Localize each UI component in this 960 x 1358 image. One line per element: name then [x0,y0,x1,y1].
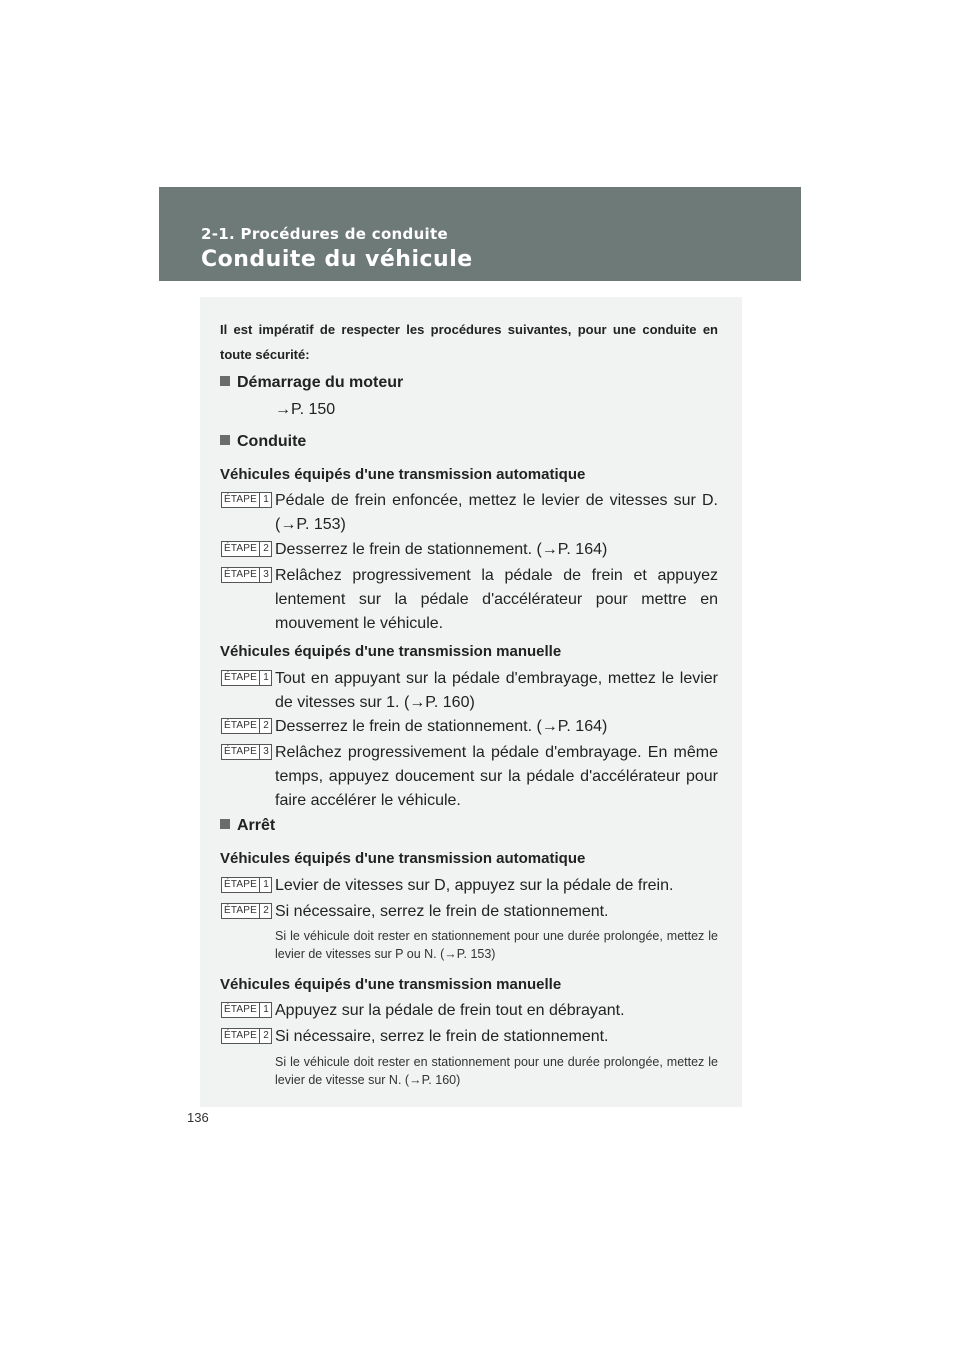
step-badge-2: ÉTAPE 2 [221,1028,272,1044]
step-text: Levier de vitesses sur D, appuyez sur la pédale de frein. [275,877,674,894]
heading-driving [220,433,306,451]
step-text: Desserrez le frein de stationnement. (→P. 164) [275,541,608,558]
step-badge-1: ÉTAPE 1 [221,877,272,893]
subheading-stop-manual: Véhicules équipés d'une transmission manuelle [220,976,562,993]
heading-start-label: Démarrage du moteur [237,374,404,391]
step-badge-1: ÉTAPE 1 [221,492,272,508]
bullet-square-icon [220,819,230,829]
step-badge-1: ÉTAPE 1 [221,1002,272,1018]
step-badge-1: ÉTAPE 1 [221,670,272,686]
content-panel [200,297,742,1107]
step-text: Tout en appuyant sur la pédale d'embrayage, mettez le levier de vitesses sur 1. (→P. 160) [275,670,718,711]
step-text: Si nécessaire, serrez le frein de stationnement. [275,1028,609,1045]
step-badge-2: ÉTAPE 2 [221,541,272,557]
section-label: 2-1. Procédures de conduite [201,225,448,243]
step-badge-3: ÉTAPE 3 [221,567,272,583]
step-note: Si le véhicule doit rester en stationnement pour une durée prolongée, mettez le levier de vitesses sur P ou N. (→P. 153) [275,929,718,961]
heading-driving-label: Conduite [237,433,307,450]
step-note: Si le véhicule doit rester en stationnement pour une durée prolongée, mettez le levier de vitesse sur N. (→P. 160) [275,1055,718,1087]
heading-stop [220,817,275,835]
chapter-header [159,187,801,281]
step-text: Relâchez progressivement la pédale d'embrayage. En même temps, appuyez doucement sur la pédale d'accélérateur pour faire accélérer le véhicule. [275,744,718,809]
step-text: Desserrez le frein de stationnement. (→P. 164) [275,718,608,735]
step-badge-2: ÉTAPE 2 [221,718,272,734]
subheading-driving-manual: Véhicules équipés d'une transmission manuelle [220,643,562,660]
subheading-stop-auto: Véhicules équipés d'une transmission automatique [220,850,586,867]
step-text: Relâchez progressivement la pédale de frein et appuyez lentement sur la pédale d'accélérateur pour mettre en mouvement le véhicule. [275,567,718,632]
step-badge-2: ÉTAPE 2 [221,903,272,919]
ref-start: →P. 150 [275,401,336,418]
bullet-square-icon [220,376,230,386]
step-text: Si nécessaire, serrez le frein de stationnement. [275,903,609,920]
page-title: Conduite du véhicule [201,247,473,272]
page-number: 136 [187,1110,209,1125]
bullet-square-icon [220,435,230,445]
heading-start [220,374,403,392]
subheading-driving-auto: Véhicules équipés d'une transmission automatique [220,466,586,483]
heading-stop-label: Arrêt [237,817,276,834]
intro-text: Il est impératif de respecter les procédures suivantes, pour une conduite en toute sécurité: [220,322,718,362]
step-text: Appuyez sur la pédale de frein tout en débrayant. [275,1002,625,1019]
step-text: Pédale de frein enfoncée, mettez le levier de vitesses sur D. (→P. 153) [275,492,718,533]
step-badge-3: ÉTAPE 3 [221,744,272,760]
